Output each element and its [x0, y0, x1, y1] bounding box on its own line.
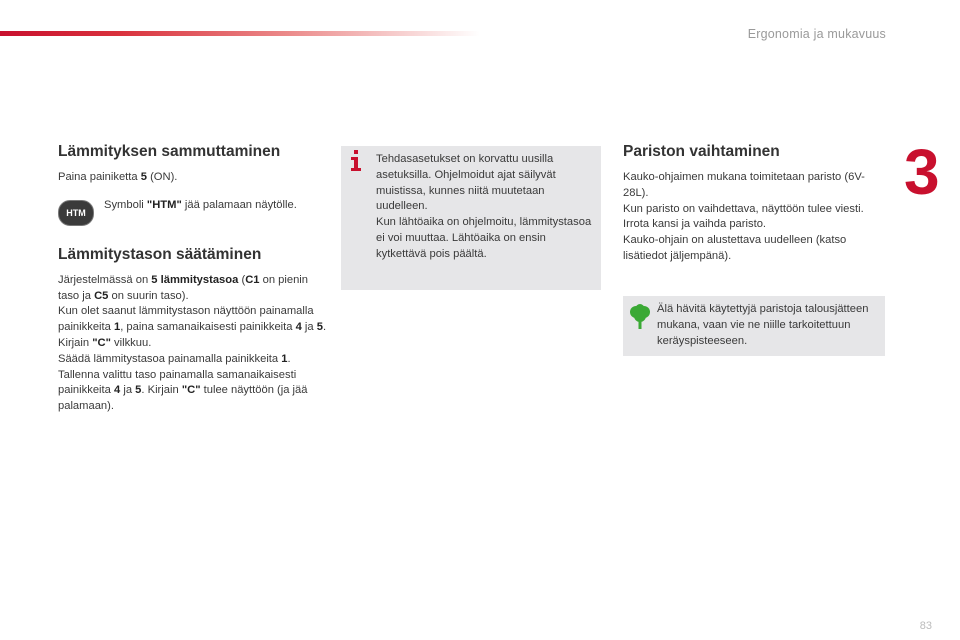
eco-box — [623, 296, 885, 356]
htm-symbol-text: Symboli "HTM" jää palamaan näytölle. — [104, 198, 297, 211]
paristo-paragraph-4: Kauko-ohjain on alustettava uudelleen (katso lisätiedot jäljempänä). — [623, 234, 847, 262]
saato-paragraph-1: Järjestelmässä on 5 lämmitystasoa (C1 on pienin taso ja C5 on suurin taso). — [58, 273, 309, 302]
paristo-paragraph-3: Irrota kansi ja vaihda paristo. — [623, 218, 767, 231]
section-title-sammutus: Lämmityksen sammuttaminen — [58, 143, 281, 160]
saato-paragraph-2: Kun olet saanut lämmitystason näyttöön painamalla painikkeita 1, paina samanaikaisesti painikkeita 4 ja 5. — [58, 305, 327, 334]
chapter-title: Ergonomia ja mukavuus — [747, 27, 886, 41]
htm-symbol-row — [58, 198, 328, 226]
saato-paragraph-4: Säädä lämmitystasoa painamalla painikkeita 1. — [58, 352, 291, 365]
eco-text: Älä hävitä käytettyjä paristoja talousjätteen mukana, vaan vie ne niille tarkoitettuun keräyspisteeseen. — [657, 303, 869, 347]
info-line-1: Tehdasasetukset on korvattu uusilla asetuksilla. Ohjelmoidut ajat säilyvät muistissa, kunnes niitä muutetaan uudelleen. — [376, 153, 556, 213]
info-icon — [349, 150, 363, 172]
section-title-paristo: Pariston vaihtaminen — [623, 143, 780, 160]
right-column — [623, 143, 883, 265]
tree-icon — [629, 304, 651, 330]
paristo-paragraph-1: Kauko-ohjaimen mukana toimitetaan paristo (6V-28L). — [623, 171, 865, 199]
paristo-paragraph-2: Kun paristo on vaihdettava, näyttöön tulee viesti. — [623, 202, 864, 215]
page-number: 83 — [919, 620, 932, 632]
info-text — [376, 152, 598, 263]
sammutus-instruction: Paina painiketta 5 (ON). — [58, 171, 178, 183]
saato-paragraph-3: Kirjain "C" vilkkuu. — [58, 336, 152, 349]
header-accent-bar — [0, 31, 480, 36]
info-box — [341, 146, 601, 290]
saato-paragraph-5: Tallenna valittu taso painamalla samanaikaisesti painikkeita 4 ja 5. Kirjain "C" tulee näyttöön (ja jää palamaan). — [58, 368, 308, 413]
htm-symbol-icon: HTM — [58, 200, 94, 226]
info-line-2: Kun lähtöaika on ohjelmoitu, lämmitystasoa ei voi muuttaa. Lähtöaika on ensin kytkettävä pois päältä. — [376, 216, 592, 260]
left-column — [58, 143, 328, 415]
chapter-number: 3 — [904, 136, 940, 208]
section-title-saato: Lämmitystason säätäminen — [58, 245, 262, 263]
